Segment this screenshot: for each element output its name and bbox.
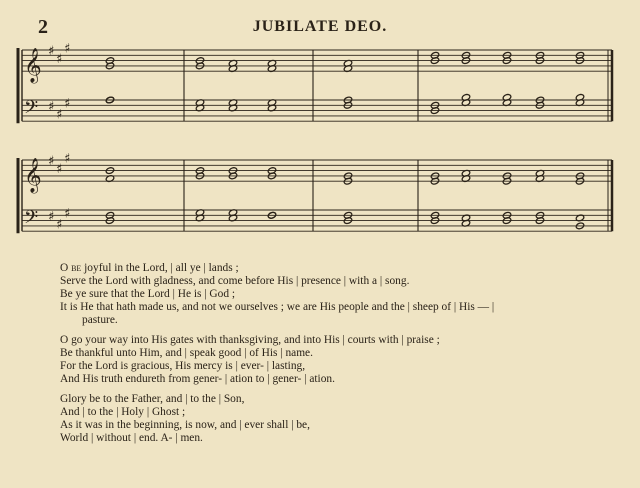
chant-line: And | to the | Holy | Ghost ; bbox=[60, 406, 186, 418]
verse-stanza bbox=[60, 334, 630, 386]
chant-text bbox=[60, 262, 630, 452]
verse-stanza bbox=[60, 393, 630, 445]
sharp-sign: ♯ bbox=[48, 44, 55, 59]
page-title: JUBILATE DEO. bbox=[252, 18, 388, 35]
chant-line: Be thankful unto Him, and | speak good | of His | name. bbox=[60, 347, 313, 359]
page-number: 2 bbox=[38, 16, 48, 38]
sharp-sign: ♯ bbox=[56, 107, 63, 123]
chant-line: Glory be to the Father, and | to the | Son, bbox=[60, 393, 245, 405]
chant-line: O go your way into His gates with thanksgiving, and into His | courts with | praise ; bbox=[60, 334, 440, 346]
chant-line: Serve the Lord with gladness, and come before His | presence | with a | song. bbox=[60, 275, 410, 287]
chant-line: For the Lord is gracious, His mercy is | ever- | lasting, bbox=[60, 360, 306, 372]
treble-clef: 𝄞 bbox=[24, 158, 42, 194]
chant-line: O be joyful in the Lord, | all ye | lands ; bbox=[60, 262, 239, 274]
bass-clef: 𝄢 bbox=[24, 207, 39, 233]
chant-line: And His truth endureth from gener- | ation to | gener- | ation. bbox=[60, 373, 335, 385]
chant-line: World | without | end. A- | men. bbox=[60, 432, 203, 444]
sharp-sign: ♯ bbox=[56, 51, 63, 67]
sharp-sign: ♯ bbox=[64, 96, 71, 112]
bass-clef: 𝄢 bbox=[24, 97, 39, 123]
chant-line: It is He that hath made us, and not we ourselves ; we are His people and the | sheep of | His — | bbox=[60, 301, 495, 313]
verse-stanza bbox=[60, 262, 630, 327]
sharp-sign: ♯ bbox=[64, 206, 71, 222]
sharp-sign: ♯ bbox=[48, 99, 55, 115]
sharp-sign: ♯ bbox=[64, 151, 71, 167]
sharp-sign: ♯ bbox=[48, 154, 55, 169]
chant-line: As it was in the beginning, is now, and | ever shall | be, bbox=[60, 419, 310, 431]
sharp-sign: ♯ bbox=[48, 209, 55, 225]
treble-clef: 𝄞 bbox=[24, 48, 42, 84]
chant-line: Be ye sure that the Lord | He is | God ; bbox=[60, 288, 236, 300]
sharp-sign: ♯ bbox=[56, 161, 63, 177]
chant-line: pasture. bbox=[82, 314, 118, 326]
sharp-sign: ♯ bbox=[56, 217, 63, 233]
sharp-sign: ♯ bbox=[64, 41, 71, 57]
